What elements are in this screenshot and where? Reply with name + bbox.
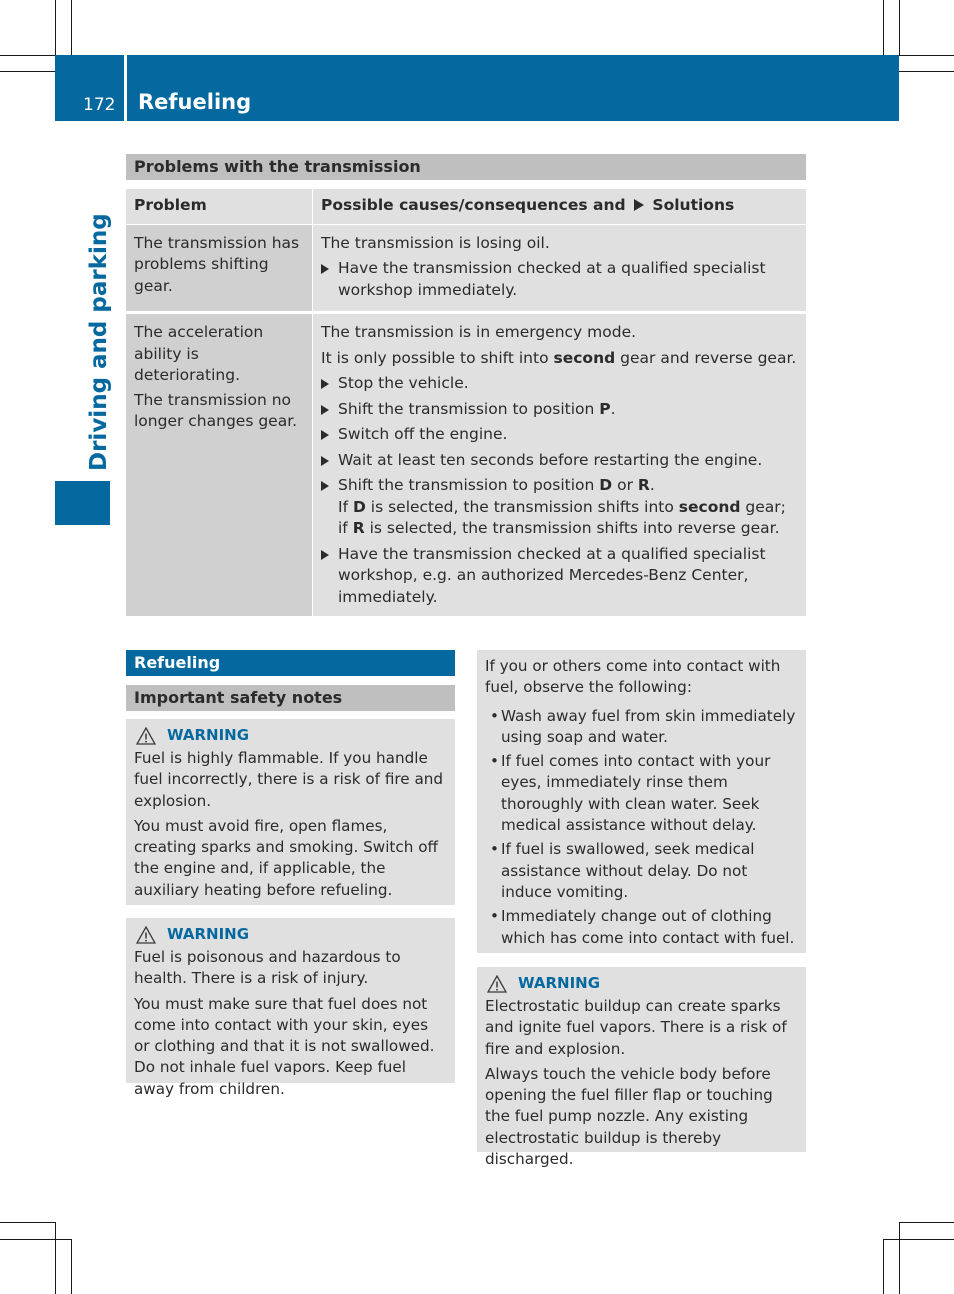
crop-mark — [883, 1239, 954, 1240]
warning-text: Electrostatic buildup can create sparks and ignite fuel vapors. There is a risk of fire and explosion. — [485, 997, 787, 1058]
list-item-text: Immediately change out of clothing which has come into contact with fuel. — [501, 907, 795, 947]
list-item — [485, 839, 798, 903]
warning-text: Always touch the vehicle body before opening the fuel filler flap or touching the fuel pump nozzle. Any existing electrostatic buildup is thereby discharged. — [485, 1064, 773, 1169]
step-text: Stop the vehicle. — [338, 374, 469, 392]
column-header-problem: Problem — [126, 189, 312, 224]
bullet-icon: • — [490, 752, 499, 771]
warning-header — [134, 725, 447, 747]
step-text: . — [649, 476, 655, 494]
problem-text: The transmission has problems shifting gear. — [134, 233, 300, 295]
solution-step — [321, 373, 798, 395]
crop-mark — [899, 71, 954, 72]
arrow-icon — [321, 430, 329, 440]
arrow-icon — [321, 264, 329, 274]
crop-mark — [0, 1239, 71, 1240]
page-title: Refueling — [138, 90, 252, 114]
table-row — [126, 311, 806, 616]
crop-mark — [71, 1239, 72, 1294]
gear-position: D — [352, 497, 366, 516]
list-item — [485, 751, 798, 836]
warning-label: WARNING — [167, 925, 250, 944]
cause-text-part: gear and reverse gear. — [615, 348, 797, 367]
fuel-contact-intro: If you or others come into contact with fuel, observe the following: — [485, 657, 781, 697]
arrow-icon — [321, 550, 329, 560]
step-note: gear; if — [338, 497, 786, 537]
solution-step — [321, 258, 798, 301]
warning-triangle-icon — [487, 975, 507, 993]
warning-label: WARNING — [167, 726, 250, 745]
gear-position: P — [599, 399, 611, 418]
list-item — [485, 906, 798, 949]
arrow-icon — [321, 481, 329, 491]
list-item-text: If fuel is swallowed, seek medical assistance without delay. Do not induce vomiting. — [501, 840, 755, 901]
arrow-icon — [321, 405, 329, 415]
arrow-icon — [321, 379, 329, 389]
crop-mark — [899, 1222, 900, 1294]
column-header-solutions-label: Solutions — [652, 196, 735, 214]
cause-text-bold: second — [553, 348, 616, 367]
transmission-table — [126, 189, 806, 616]
subsection-heading-safety: Important safety notes — [126, 685, 455, 711]
table-row — [126, 224, 806, 312]
solution-step — [321, 475, 798, 540]
fuel-contact-box — [477, 650, 806, 953]
step-text: Shift the transmission to position — [338, 399, 600, 418]
side-tab-label: Driving and parking — [86, 213, 112, 471]
section-heading-refueling: Refueling — [126, 650, 455, 676]
list-item — [485, 706, 798, 749]
problem-cell — [126, 314, 312, 616]
warning-box — [126, 918, 455, 1098]
bullet-icon: • — [490, 706, 499, 725]
gear-position: second — [678, 497, 741, 516]
warning-triangle-icon — [136, 926, 156, 944]
warning-text: You must avoid fire, open flames, creating sparks and smoking. Switch off the engine and, if applicable, the auxiliary heating before refueling. — [134, 816, 438, 899]
gear-position: R — [352, 519, 365, 537]
step-text: or — [612, 476, 638, 494]
bullet-icon: • — [490, 907, 499, 926]
crop-mark — [0, 55, 55, 56]
warning-box — [477, 967, 806, 1169]
crop-mark — [0, 1222, 55, 1223]
step-text: Have the transmission checked at a qualified specialist workshop immediately. — [338, 259, 766, 299]
warning-triangle-icon — [136, 727, 156, 745]
solution-step — [321, 399, 798, 421]
list-item-text: Wash away fuel from skin immediately using soap and water. — [501, 706, 796, 746]
table-header-row — [126, 189, 806, 224]
problem-text: The acceleration ability is deteriorating. — [134, 323, 264, 384]
crop-mark — [883, 0, 884, 55]
step-note: is selected, the transmission shifts into reverse gear. — [364, 519, 780, 537]
header-divider — [124, 55, 127, 121]
cause-text: The transmission is losing oil. — [321, 233, 550, 252]
step-note: is selected, the transmission shifts into — [365, 497, 679, 516]
warning-header — [134, 924, 447, 946]
warning-text: You must make sure that fuel does not come into contact with your skin, eyes or clothing and that it is not swallowed. Do not inhale fuel vapors. Keep fuel away from children. — [134, 994, 435, 1098]
step-text: Have the transmission checked at a qualified specialist workshop, e.g. an authorized Mercedes-Benz Center, immediately. — [338, 544, 766, 606]
bullet-icon: • — [490, 840, 499, 859]
crop-mark — [71, 0, 72, 55]
crop-mark — [883, 1239, 884, 1294]
step-text: Shift the transmission to position — [338, 476, 600, 494]
solution-step — [321, 424, 798, 446]
step-text: Wait at least ten seconds before restarting the engine. — [338, 450, 763, 469]
warning-box — [126, 719, 455, 905]
step-text: . — [610, 399, 616, 418]
problem-cell — [126, 225, 312, 312]
solution-step — [321, 544, 798, 609]
warning-text: Fuel is poisonous and hazardous to health. There is a risk of injury. — [134, 948, 401, 988]
cause-text — [321, 348, 798, 370]
page-number: 172 — [83, 95, 116, 115]
crop-mark — [899, 0, 900, 55]
crop-mark — [55, 1222, 56, 1294]
cause-text: The transmission is in emergency mode. — [321, 323, 637, 341]
fuel-contact-list — [485, 706, 798, 949]
cause-text-part: It is only possible to shift into — [321, 348, 554, 367]
warning-text: Fuel is highly flammable. If you handle fuel incorrectly, there is a risk of fire and explosion. — [134, 749, 444, 810]
solution-step — [321, 450, 798, 472]
warning-header — [485, 973, 798, 995]
crop-mark — [899, 55, 954, 56]
gear-position: R — [637, 476, 650, 494]
crop-mark — [899, 1222, 954, 1223]
solution-cell — [312, 225, 806, 312]
gear-position: D — [599, 476, 613, 494]
side-tab-marker — [55, 481, 110, 525]
crop-mark — [0, 71, 55, 72]
warning-label: WARNING — [518, 974, 601, 993]
crop-mark — [55, 0, 56, 55]
step-note: If — [338, 497, 353, 516]
list-item-text: If fuel comes into contact with your eyes, immediately rinse them thoroughly with clean water. Seek medical assistance without delay. — [501, 752, 771, 835]
side-tab — [84, 213, 114, 471]
column-header-causes-label: Possible causes/consequences and — [321, 196, 626, 214]
step-text: Switch off the engine. — [338, 425, 508, 443]
arrow-icon — [634, 199, 644, 211]
solution-cell — [312, 314, 806, 616]
section-heading-transmission: Problems with the transmission — [126, 154, 806, 180]
arrow-icon — [321, 456, 329, 466]
column-header-causes — [312, 189, 806, 224]
problem-text: The transmission no longer changes gear. — [134, 390, 298, 430]
